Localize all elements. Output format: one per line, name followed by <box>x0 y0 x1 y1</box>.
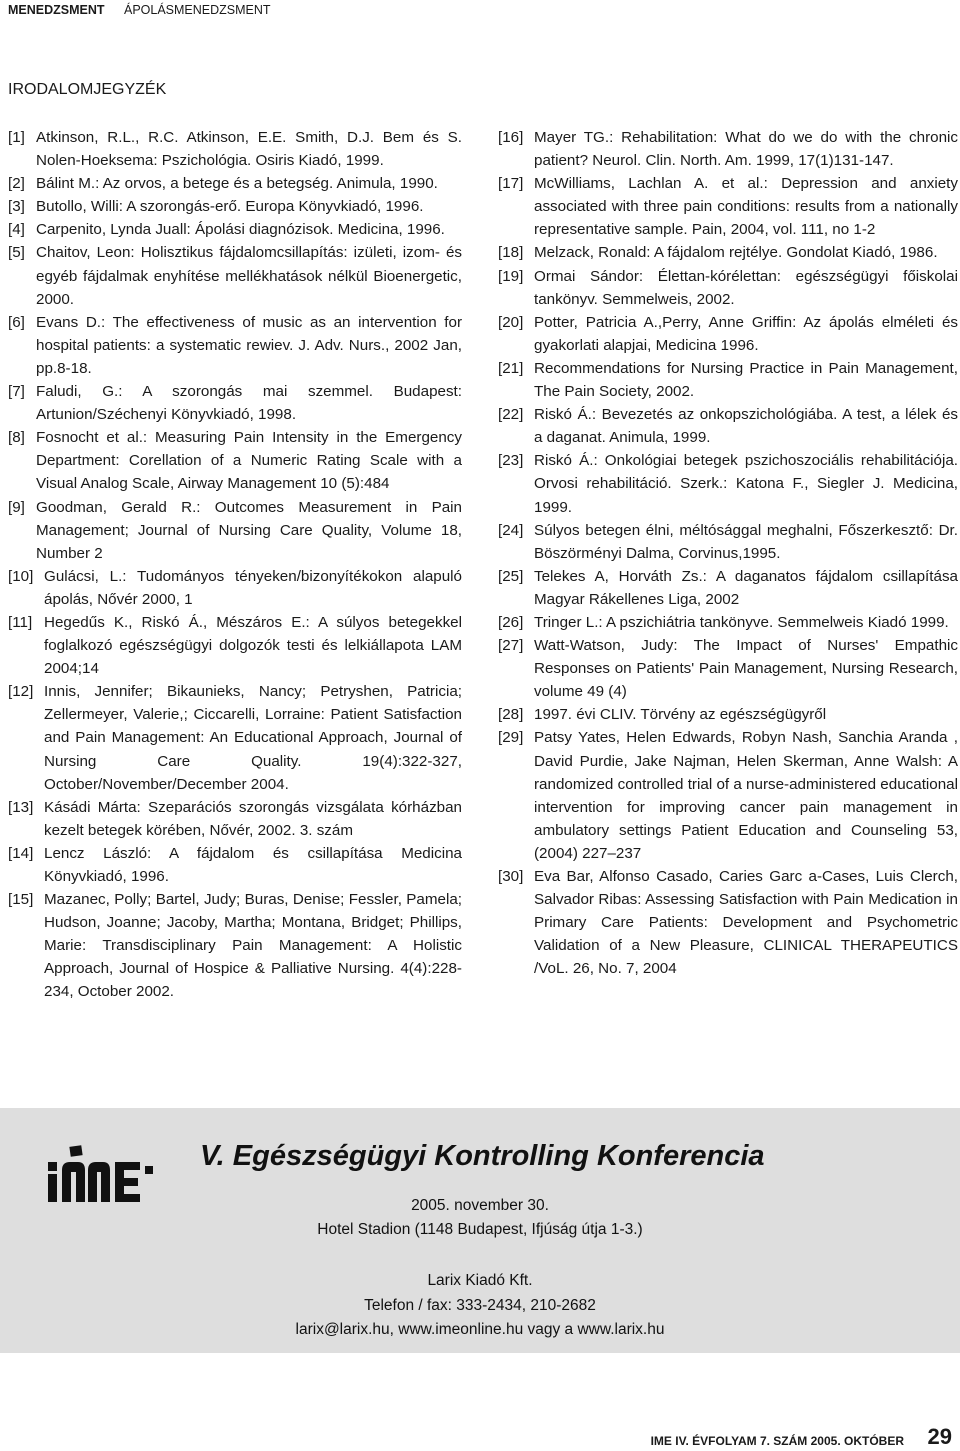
reference-item <box>498 265 958 311</box>
reference-text: Innis, Jennifer; Bikaunieks, Nancy; Petryshen, Patricia; Zellermeyer, Valerie,; Ciccarelli, Lorraine: Patient Satisfaction and Pain Management: An Educational Approach, Journal of Nursing Care Quality. 19(4):322-327, October/November/December 2004. <box>44 683 462 793</box>
references-left-column <box>8 126 462 1004</box>
conference-title: V. Egészségügyi Kontrolling Konferencia <box>200 1140 765 1172</box>
reference-number: [28] <box>498 706 524 724</box>
reference-text: Gulácsi, L.: Tudományos tényeken/bizonyítékokon alapuló ápolás, Nővér 2000, 1 <box>44 567 462 608</box>
conference-banner <box>0 1108 960 1353</box>
reference-text: Carpenito, Lynda Juall: Ápolási diagnózisok. Medicina, 1996. <box>36 221 445 239</box>
reference-item <box>8 680 462 795</box>
reference-text: Butollo, Willi: A szorongás-erő. Europa Könyvkiadó, 1996. <box>36 198 424 216</box>
page-header <box>0 0 960 22</box>
reference-item <box>498 726 958 865</box>
reference-item <box>498 611 958 634</box>
reference-number: [11] <box>8 613 33 631</box>
reference-number: [12] <box>8 683 34 701</box>
publisher-contact: larix@larix.hu, www.imeonline.hu vagy a www.larix.hu <box>295 1321 665 1338</box>
reference-number: [2] <box>8 175 25 193</box>
reference-item <box>8 611 462 680</box>
reference-text: Patsy Yates, Helen Edwards, Robyn Nash, Sanchia Aranda , David Purdie, Jake Najman, Helen Skerman, Anne Walsh: A randomized controlled trial of a nurse-administered educational intervention for improving cancer pain management in ambulatory settings Patient Education and Counseling 53, (2004) 227–237 <box>534 729 958 862</box>
reference-number: [29] <box>498 729 524 747</box>
reference-item <box>8 126 462 172</box>
reference-number: [19] <box>498 267 524 285</box>
reference-text: Tringer L.: A pszichiátria tankönyve. Semmelweis Kiadó 1999. <box>534 613 949 631</box>
reference-number: [3] <box>8 198 25 216</box>
reference-number: [13] <box>8 798 34 816</box>
reference-number: [24] <box>498 521 524 539</box>
reference-item <box>498 241 958 264</box>
reference-number: [4] <box>8 221 25 239</box>
reference-text: Hegedűs K., Riskó Á., Mészáros E.: A súlyos betegekkel foglalkozó egészségügyi dolgozók testi és lelkiállapota LAM 2004;14 <box>44 613 462 678</box>
reference-item <box>498 126 958 172</box>
publisher-phone: Telefon / fax: 333-2434, 210-2682 <box>364 1297 596 1314</box>
conference-venue: Hotel Stadion (1148 Budapest, Ifjúság útja 1-3.) <box>317 1221 643 1238</box>
reference-number: [14] <box>8 844 34 862</box>
publisher-name: Larix Kiadó Kft. <box>427 1272 533 1289</box>
reference-item <box>8 218 462 241</box>
conference-date: 2005. november 30. <box>411 1197 549 1214</box>
reference-text: Fosnocht et al.: Measuring Pain Intensity in the Emergency Department: Corellation of a Numeric Rating Scale with a Visual Analog Scale, Airway Management 10 (5):484 <box>36 429 462 493</box>
reference-item <box>8 426 462 495</box>
page-number: 29 <box>927 1424 952 1449</box>
reference-text: Mayer TG.: Rehabilitation: What do we do with the chronic patient? Neurol. Clin. North. Am. 1999, 17(1)131-147. <box>534 129 958 170</box>
reference-number: [25] <box>498 567 524 585</box>
reference-text: Kásádi Márta: Szeparációs szorongás vizsgálata kórházban kezelt betegek körében, Nővér, 2002. 3. szám <box>44 798 462 839</box>
reference-item <box>498 703 958 726</box>
reference-text: Mazanec, Polly; Bartel, Judy; Buras, Denise; Fessler, Pamela; Hudson, Joanne; Jacoby, Martha; Montana, Bridget; Phillips, Marie: Transdisciplinary Pain Management: A Holistic Approach, Journal of Hospice & Palliative Nursing. 4(4):228-234, October 2002. <box>44 891 462 1001</box>
reference-text: Bálint M.: Az orvos, a betege és a betegség. Animula, 1990. <box>36 175 438 193</box>
reference-item <box>8 565 462 611</box>
references-right-column <box>498 126 958 980</box>
reference-number: [16] <box>498 129 524 146</box>
issue-info: IME IV. ÉVFOLYAM 7. SZÁM 2005. OKTÓBER <box>650 1434 904 1448</box>
reference-text: Riskó Á.: Bevezetés az onkopszichológiába. A test, a lélek és a daganat. Animula, 1999. <box>534 406 958 447</box>
reference-text: Faludi, G.: A szorongás mai szemmel. Budapest: Artunion/Széchenyi Könyvkiadó, 1998. <box>36 383 462 424</box>
reference-item <box>8 888 462 1003</box>
header-category: ÁPOLÁSMENEDZSMENT <box>124 3 271 17</box>
reference-item <box>8 195 462 218</box>
references-heading: IRODALOMJEGYZÉK <box>8 81 167 98</box>
reference-item <box>8 380 462 426</box>
reference-text: Lencz László: A fájdalom és csillapítása Medicina Könyvkiadó, 1996. <box>44 844 462 885</box>
reference-text: Riskó Á.: Onkológiai betegek pszichoszociális rehabilitációja. Orvosi rehabilitáció. Szerk.: Katona F., Siegler J. Medicina, 1999. <box>534 452 958 516</box>
reference-item <box>498 634 958 703</box>
reference-number: [5] <box>8 244 25 262</box>
reference-number: [1] <box>8 129 25 146</box>
reference-item <box>498 519 958 565</box>
reference-item <box>8 241 462 310</box>
reference-number: [6] <box>8 313 25 331</box>
reference-number: [9] <box>8 498 25 516</box>
reference-item <box>498 449 958 518</box>
reference-text: Recommendations for Nursing Practice in Pain Management, The Pain Society, 2002. <box>534 359 958 401</box>
reference-item <box>498 172 958 241</box>
reference-item <box>8 311 462 380</box>
reference-number: [26] <box>498 613 524 631</box>
reference-item <box>498 403 958 449</box>
reference-number: [8] <box>8 429 25 447</box>
reference-number: [30] <box>498 868 524 885</box>
reference-number: [15] <box>8 891 34 909</box>
reference-text: Potter, Patricia A.,Perry, Anne Griffin: Az ápolás elméleti és gyakorlati alapjai, Medicina 1996. <box>534 313 958 354</box>
reference-text: McWilliams, Lachlan A. et al.: Depression and anxiety associated with three pain conditions: results from a nationally representative sample. Pain, 2004, vol. 111, no 1-2 <box>534 175 958 239</box>
reference-text: Eva Bar, Alfonso Casado, Caries Garc a-Cases, Luis Clerch, Salvador Ribas: Assessing Satisfaction with Pain Medication in Primary Care Patients: Development and Psychometric Validation of a New Pleasure, CLINICAL THERAPEUTICS /VoL. 26, No. 7, 2004 <box>534 868 958 978</box>
reference-number: [20] <box>498 313 524 331</box>
reference-text: Evans D.: The effectiveness of music as an intervention for hospital patients: a systematic rewiev. J. Adv. Nurs., 2002 Jan, pp.8-18. <box>36 313 462 377</box>
reference-text: Melzack, Ronald: A fájdalom rejtélye. Gondolat Kiadó, 1986. <box>534 244 938 262</box>
reference-item <box>498 311 958 357</box>
reference-text: Telekes A, Horváth Zs.: A daganatos fájdalom csillapítása Magyar Rákellenes Liga, 2002 <box>534 567 958 608</box>
reference-text: Ormai Sándor: Élettan-kórélettan: egészségügyi főiskolai tankönyv. Semmelweis, 2002. <box>534 267 958 308</box>
reference-text: Súlyos betegen élni, méltósággal meghalni, Főszerkesztő: Dr. Böszörményi Dalma, Corvinus,1995. <box>534 521 958 562</box>
reference-item <box>8 172 462 195</box>
header-section: MENEDZSMENT <box>8 3 105 17</box>
reference-text: Goodman, Gerald R.: Outcomes Measurement in Pain Management; Journal of Nursing Care Quality, Volume 18, Number 2 <box>36 498 462 562</box>
reference-text: Chaitov, Leon: Holisztikus fájdalomcsillapítás: izületi, izom- és egyéb fájdalmak enyhítése mellékhatások nélkül Bioenergetic, 2000. <box>36 244 462 308</box>
reference-item <box>8 496 462 565</box>
reference-text: Atkinson, R.L., R.C. Atkinson, E.E. Smith, D.J. Bem és S. Nolen-Hoeksema: Pszichológia. Osiris Kiadó, 1999. <box>36 129 462 170</box>
reference-number: [22] <box>498 406 524 424</box>
reference-text: 1997. évi CLIV. Törvény az egészségügyről <box>534 706 827 724</box>
reference-number: [21] <box>498 359 524 377</box>
reference-number: [23] <box>498 452 524 470</box>
reference-number: [18] <box>498 244 524 262</box>
reference-number: [7] <box>8 383 25 401</box>
reference-item <box>8 842 462 888</box>
reference-number: [27] <box>498 637 524 655</box>
reference-number: [10] <box>8 567 34 585</box>
reference-item <box>498 565 958 611</box>
reference-number: [17] <box>498 175 524 193</box>
reference-item <box>8 796 462 842</box>
reference-item <box>498 865 958 980</box>
reference-text: Watt-Watson, Judy: The Impact of Nurses' Empathic Responses on Patients' Pain Management, Nursing Research, volume 49 (4) <box>534 637 958 701</box>
reference-item <box>498 357 958 403</box>
